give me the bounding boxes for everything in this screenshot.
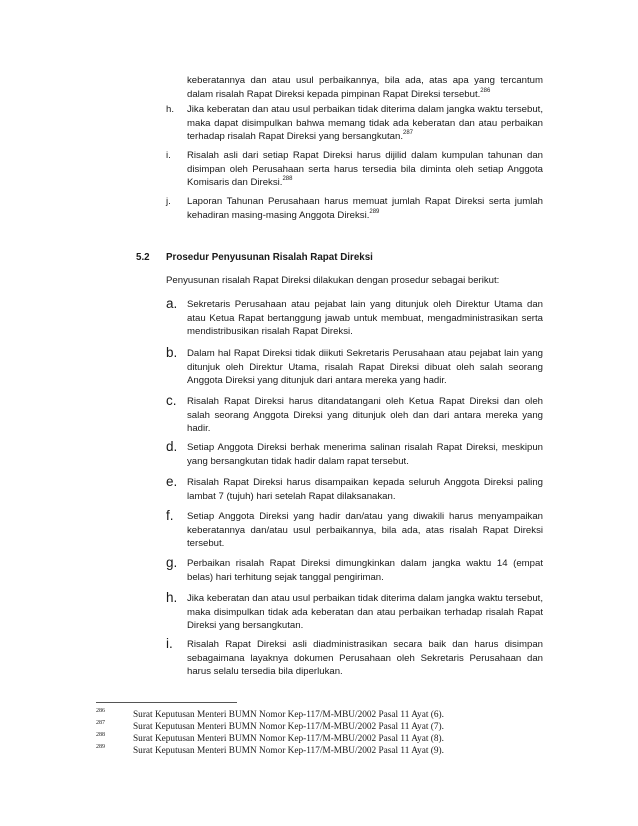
section-intro: Penyusunan risalah Rapat Direksi dilakukan dengan prosedur sebagai berikut: xyxy=(166,275,500,286)
list-item-text: Risalah Rapat Direksi harus ditandatangani oleh Ketua Rapat Direksi dan oleh salah seorang Anggota Direksi yang ditunjuk oleh dan dari antara mereka yang hadir. xyxy=(187,396,543,435)
footnote-number: 287 xyxy=(96,720,105,726)
footnote-divider xyxy=(96,702,237,703)
footnote-text: Surat Keputusan Menteri BUMN Nomor Kep-117/M-MBU/2002 Pasal 11 Ayat (9). xyxy=(133,746,444,756)
footnote-number: 288 xyxy=(96,732,105,738)
list-item-text: Jika keberatan dan atau usul perbaikan tidak diterima dalam jangka waktu tersebut, maka dapat disimpulkan bahwa memang tidak ada keberatan dan atau perbaikan terhadap risalah Rapat Direksi yang bersangkutan.$^{287}$ xyxy=(187,104,543,143)
footnote-ref[interactable]: 289 xyxy=(369,208,380,215)
footnote-text: Surat Keputusan Menteri BUMN Nomor Kep-117/M-MBU/2002 Pasal 11 Ayat (8). xyxy=(133,734,444,744)
list-item-text: Laporan Tahunan Perusahaan harus memuat jumlah Rapat Direksi serta jumlah kehadiran masing-masing Anggota Direksi.$^{289}$ xyxy=(187,196,543,221)
list-marker: f. xyxy=(166,508,174,523)
list-marker: d. xyxy=(166,439,178,454)
list-item-text: Dalam hal Rapat Direksi tidak diikuti Sekretaris Perusahaan atau pejabat lain yang ditunjuk oleh Direktur Utama, risalah Rapat Direksi dibuat oleh salah seorang Anggota Direksi yang ditunjuk dari antara mereka yang hadir. xyxy=(187,348,543,387)
list-item-text: Setiap Anggota Direksi yang hadir dan/atau yang diwakili harus menyampaikan keberatannya dan/atau usul perbaikannya, bila ada, atas risalah Rapat Direksi tersebut. xyxy=(187,511,543,550)
list-marker: h. xyxy=(166,590,178,605)
list-item-text: Sekretaris Perusahaan atau pejabat lain yang ditunjuk oleh Direktur Utama dan atau Ketua Rapat bertanggung jawab untuk membuat, mengadministrasikan serta mendistribusikan risalah Rapat Direksi. xyxy=(187,299,543,338)
footnote-text: Surat Keputusan Menteri BUMN Nomor Kep-117/M-MBU/2002 Pasal 11 Ayat (7). xyxy=(133,722,444,732)
list-marker: h. xyxy=(166,104,175,115)
section-title: Prosedur Penyusunan Risalah Rapat Direksi xyxy=(166,252,373,263)
list-item-text: Perbaikan risalah Rapat Direksi dimungkinkan dalam jangka waktu 14 (empat belas) hari terhitung sejak tanggal pengiriman. xyxy=(187,558,543,583)
section-number: 5.2 xyxy=(136,252,150,263)
list-marker: c. xyxy=(166,393,177,408)
footnote-ref[interactable]: 288 xyxy=(282,176,293,183)
list-marker: a. xyxy=(166,296,178,311)
list-item-text: Risalah asli dari setiap Rapat Direksi harus dijilid dalam kumpulan tahunan dan disimpan oleh Perusahaan serta harus tersedia bila diminta oleh setiap Anggota Komisaris dan Direksi.$^{288}$ xyxy=(187,150,543,189)
list-marker: i. xyxy=(166,150,171,161)
list-item-text: Jika keberatan dan atau usul perbaikan tidak diterima dalam jangka waktu tersebut, maka disimpulkan tidak ada keberatan dan atau perbaikan terhadap risalah Rapat Direksi yang bersangkutan. xyxy=(187,593,543,632)
footnote-ref[interactable]: 287 xyxy=(403,130,414,137)
list-item-text: Risalah Rapat Direksi harus disampaikan kepada seluruh Anggota Direksi paling lambat 7 (tujuh) hari setelah Rapat dilaksanakan. xyxy=(187,477,543,502)
footnote-ref[interactable]: 286 xyxy=(480,87,491,94)
list-marker: e. xyxy=(166,474,178,489)
list-marker: b. xyxy=(166,345,178,360)
list-item-text: Setiap Anggota Direksi berhak menerima salinan risalah Rapat Direksi, meskipun yang bersangkutan tidak hadir dalam rapat tersebut. xyxy=(187,442,543,467)
list-marker: g. xyxy=(166,555,178,570)
footnote-number: 289 xyxy=(96,744,105,750)
footnote-text: Surat Keputusan Menteri BUMN Nomor Kep-117/M-MBU/2002 Pasal 11 Ayat (6). xyxy=(133,710,444,720)
footnote-number: 286 xyxy=(96,708,105,714)
continuation-paragraph: keberatannya dan atau usul perbaikannya, bila ada, atas apa yang tercantum dalam risalah Rapat Direksi kepada pimpinan Rapat Direksi tersebut.$^{286}$ xyxy=(187,75,543,100)
list-marker: j. xyxy=(166,196,171,207)
list-marker: i. xyxy=(166,636,173,651)
list-item-text: Risalah Rapat Direksi asli diadministrasikan secara baik dan harus disimpan sebagaimana layaknya dokumen Perusahaan oleh Sekretaris Perusahaan dan harus selalu tersedia bila diperlukan. xyxy=(187,639,543,678)
